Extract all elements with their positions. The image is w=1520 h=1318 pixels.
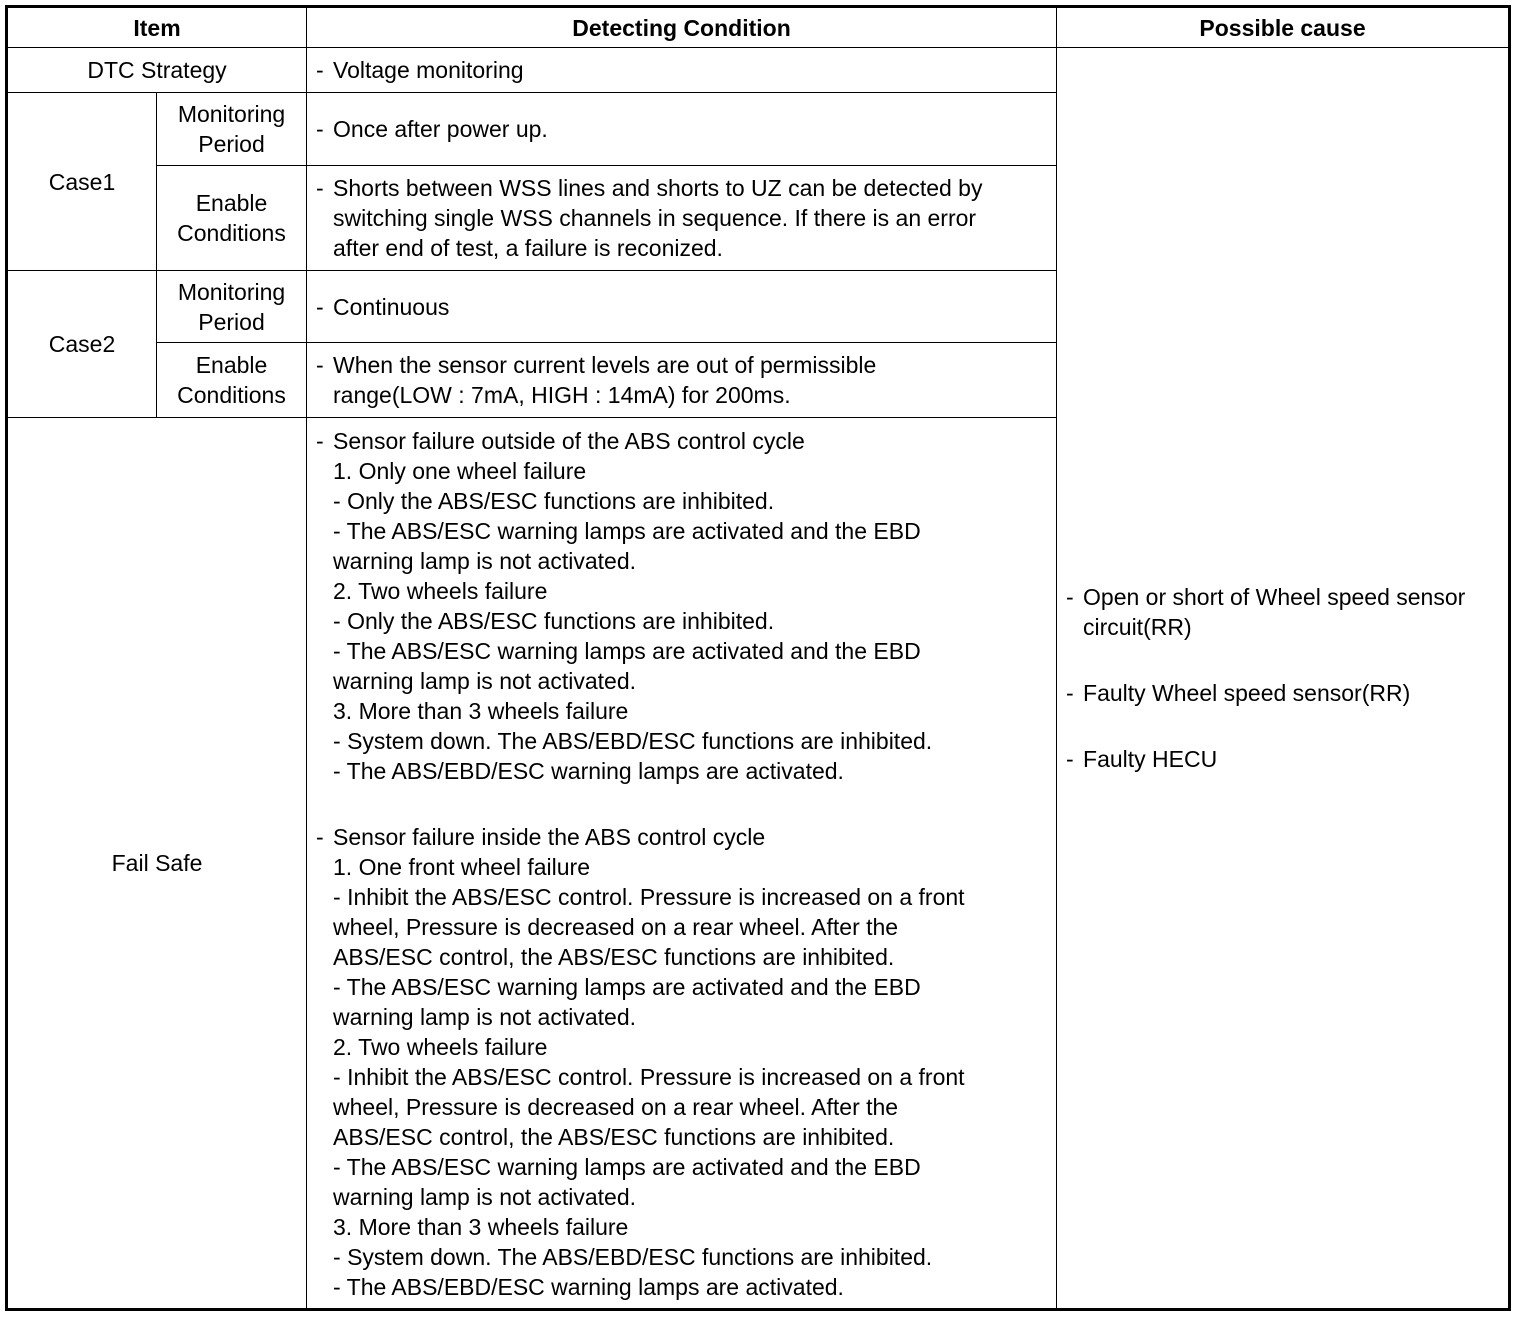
fail-safe-conditions-cell <box>307 418 1057 1310</box>
fail-safe-line: - The ABS/ESC warning lamps are activated and the EBD <box>333 1154 921 1180</box>
case2-enable-value-cell <box>307 343 1057 418</box>
fail-safe-line: ABS/ESC control, the ABS/ESC functions are inhibited. <box>333 944 895 970</box>
fail-safe-outside-title: Sensor failure outside of the ABS control cycle <box>333 428 805 454</box>
bullet-dash: - <box>1066 680 1074 706</box>
fail-safe-line: warning lamp is not activated. <box>333 548 637 574</box>
fail-safe-outside-group <box>316 426 1050 786</box>
fail-safe-line: 1. One front wheel failure <box>333 854 590 880</box>
case1-monitoring-value-cell <box>307 93 1057 166</box>
bullet-dash: - <box>316 352 324 378</box>
cause-text: Faulty HECU <box>1083 746 1218 772</box>
bullet-dash: - <box>316 116 324 142</box>
fail-safe-line: wheel, Pressure is decreased on a rear wheel. After the <box>333 914 899 940</box>
case2-monitoring-value-cell <box>307 271 1057 343</box>
header-detecting-condition: Detecting Condition <box>307 7 1057 48</box>
bullet-dash: - <box>316 824 324 850</box>
fail-safe-line: warning lamp is not activated. <box>333 1004 637 1030</box>
header-possible-cause: Possible cause <box>1057 7 1510 48</box>
fail-safe-inside-group <box>316 822 1050 1302</box>
fail-safe-line: - System down. The ABS/EBD/ESC functions are inhibited. <box>333 1244 933 1270</box>
fail-safe-line: - Only the ABS/ESC functions are inhibited. <box>333 608 775 634</box>
fail-safe-line: - The ABS/EBD/ESC warning lamps are activated. <box>333 758 844 784</box>
cause-item <box>1066 744 1504 774</box>
fail-safe-line: 1. Only one wheel failure <box>333 458 587 484</box>
fail-safe-label: Fail Safe <box>7 418 307 1310</box>
fail-safe-line: - The ABS/EBD/ESC warning lamps are activated. <box>333 1274 844 1300</box>
case2-label: Case2 <box>7 271 157 418</box>
fail-safe-inside-title: Sensor failure inside the ABS control cycle <box>333 824 766 850</box>
fail-safe-line: - Inhibit the ABS/ESC control. Pressure is increased on a front <box>333 1064 965 1090</box>
bullet-dash: - <box>316 57 324 83</box>
fail-safe-line: - System down. The ABS/EBD/ESC functions are inhibited. <box>333 728 933 754</box>
fail-safe-line: warning lamp is not activated. <box>333 668 637 694</box>
cause-text: Faulty Wheel speed sensor(RR) <box>1083 680 1411 706</box>
bullet-dash: - <box>1066 584 1074 610</box>
case2-enable-value: When the sensor current levels are out of permissible range(LOW : 7mA, HIGH : 14mA) for 200ms. <box>333 352 877 408</box>
cause-item <box>1066 678 1504 708</box>
fail-safe-line: - Only the ABS/ESC functions are inhibited. <box>333 488 775 514</box>
fail-safe-line: 2. Two wheels failure <box>333 578 548 604</box>
dtc-strategy-row <box>7 48 1510 93</box>
fail-safe-line: 3. More than 3 wheels failure <box>333 698 629 724</box>
case1-monitoring-label: Monitoring Period <box>157 93 307 166</box>
case2-enable-label: Enable Conditions <box>157 343 307 418</box>
fail-safe-line: wheel, Pressure is decreased on a rear wheel. After the <box>333 1094 899 1120</box>
fail-safe-line: warning lamp is not activated. <box>333 1184 637 1210</box>
fail-safe-inside-lines <box>316 852 1050 1302</box>
fail-safe-line: - The ABS/ESC warning lamps are activated and the EBD <box>333 638 921 664</box>
header-item: Item <box>7 7 307 48</box>
dtc-strategy-label: DTC Strategy <box>7 48 307 93</box>
case1-enable-label: Enable Conditions <box>157 166 307 271</box>
cause-item <box>1066 582 1504 642</box>
possible-causes-cell <box>1057 48 1510 1310</box>
fail-safe-line: 2. Two wheels failure <box>333 1034 548 1060</box>
cause-text: Open or short of Wheel speed sensor circuit(RR) <box>1083 584 1466 640</box>
fail-safe-line: ABS/ESC control, the ABS/ESC functions are inhibited. <box>333 1124 895 1150</box>
bullet-dash: - <box>316 293 324 320</box>
header-row <box>7 7 1510 48</box>
case2-monitoring-value: Continuous <box>333 293 450 320</box>
case1-label: Case1 <box>7 93 157 271</box>
dtc-strategy-value: Voltage monitoring <box>333 57 524 83</box>
case2-monitoring-label: Monitoring Period <box>157 271 307 343</box>
case1-enable-value: Shorts between WSS lines and shorts to UZ can be detected by switching single WSS channels in sequence. If there is an error after end of test, a failure is reconized. <box>333 175 983 261</box>
fail-safe-outside-lines <box>316 456 1050 786</box>
fail-safe-line: - Inhibit the ABS/ESC control. Pressure is increased on a front <box>333 884 965 910</box>
dtc-table <box>5 5 1511 1311</box>
fail-safe-line: - The ABS/ESC warning lamps are activated and the EBD <box>333 974 921 1000</box>
fail-safe-line: - The ABS/ESC warning lamps are activated and the EBD <box>333 518 921 544</box>
dtc-strategy-value-cell <box>307 48 1057 93</box>
case1-enable-value-cell <box>307 166 1057 271</box>
fail-safe-line: 3. More than 3 wheels failure <box>333 1214 629 1240</box>
bullet-dash: - <box>1066 746 1074 772</box>
bullet-dash: - <box>316 428 324 454</box>
case1-monitoring-value: Once after power up. <box>333 116 548 142</box>
bullet-dash: - <box>316 175 324 201</box>
